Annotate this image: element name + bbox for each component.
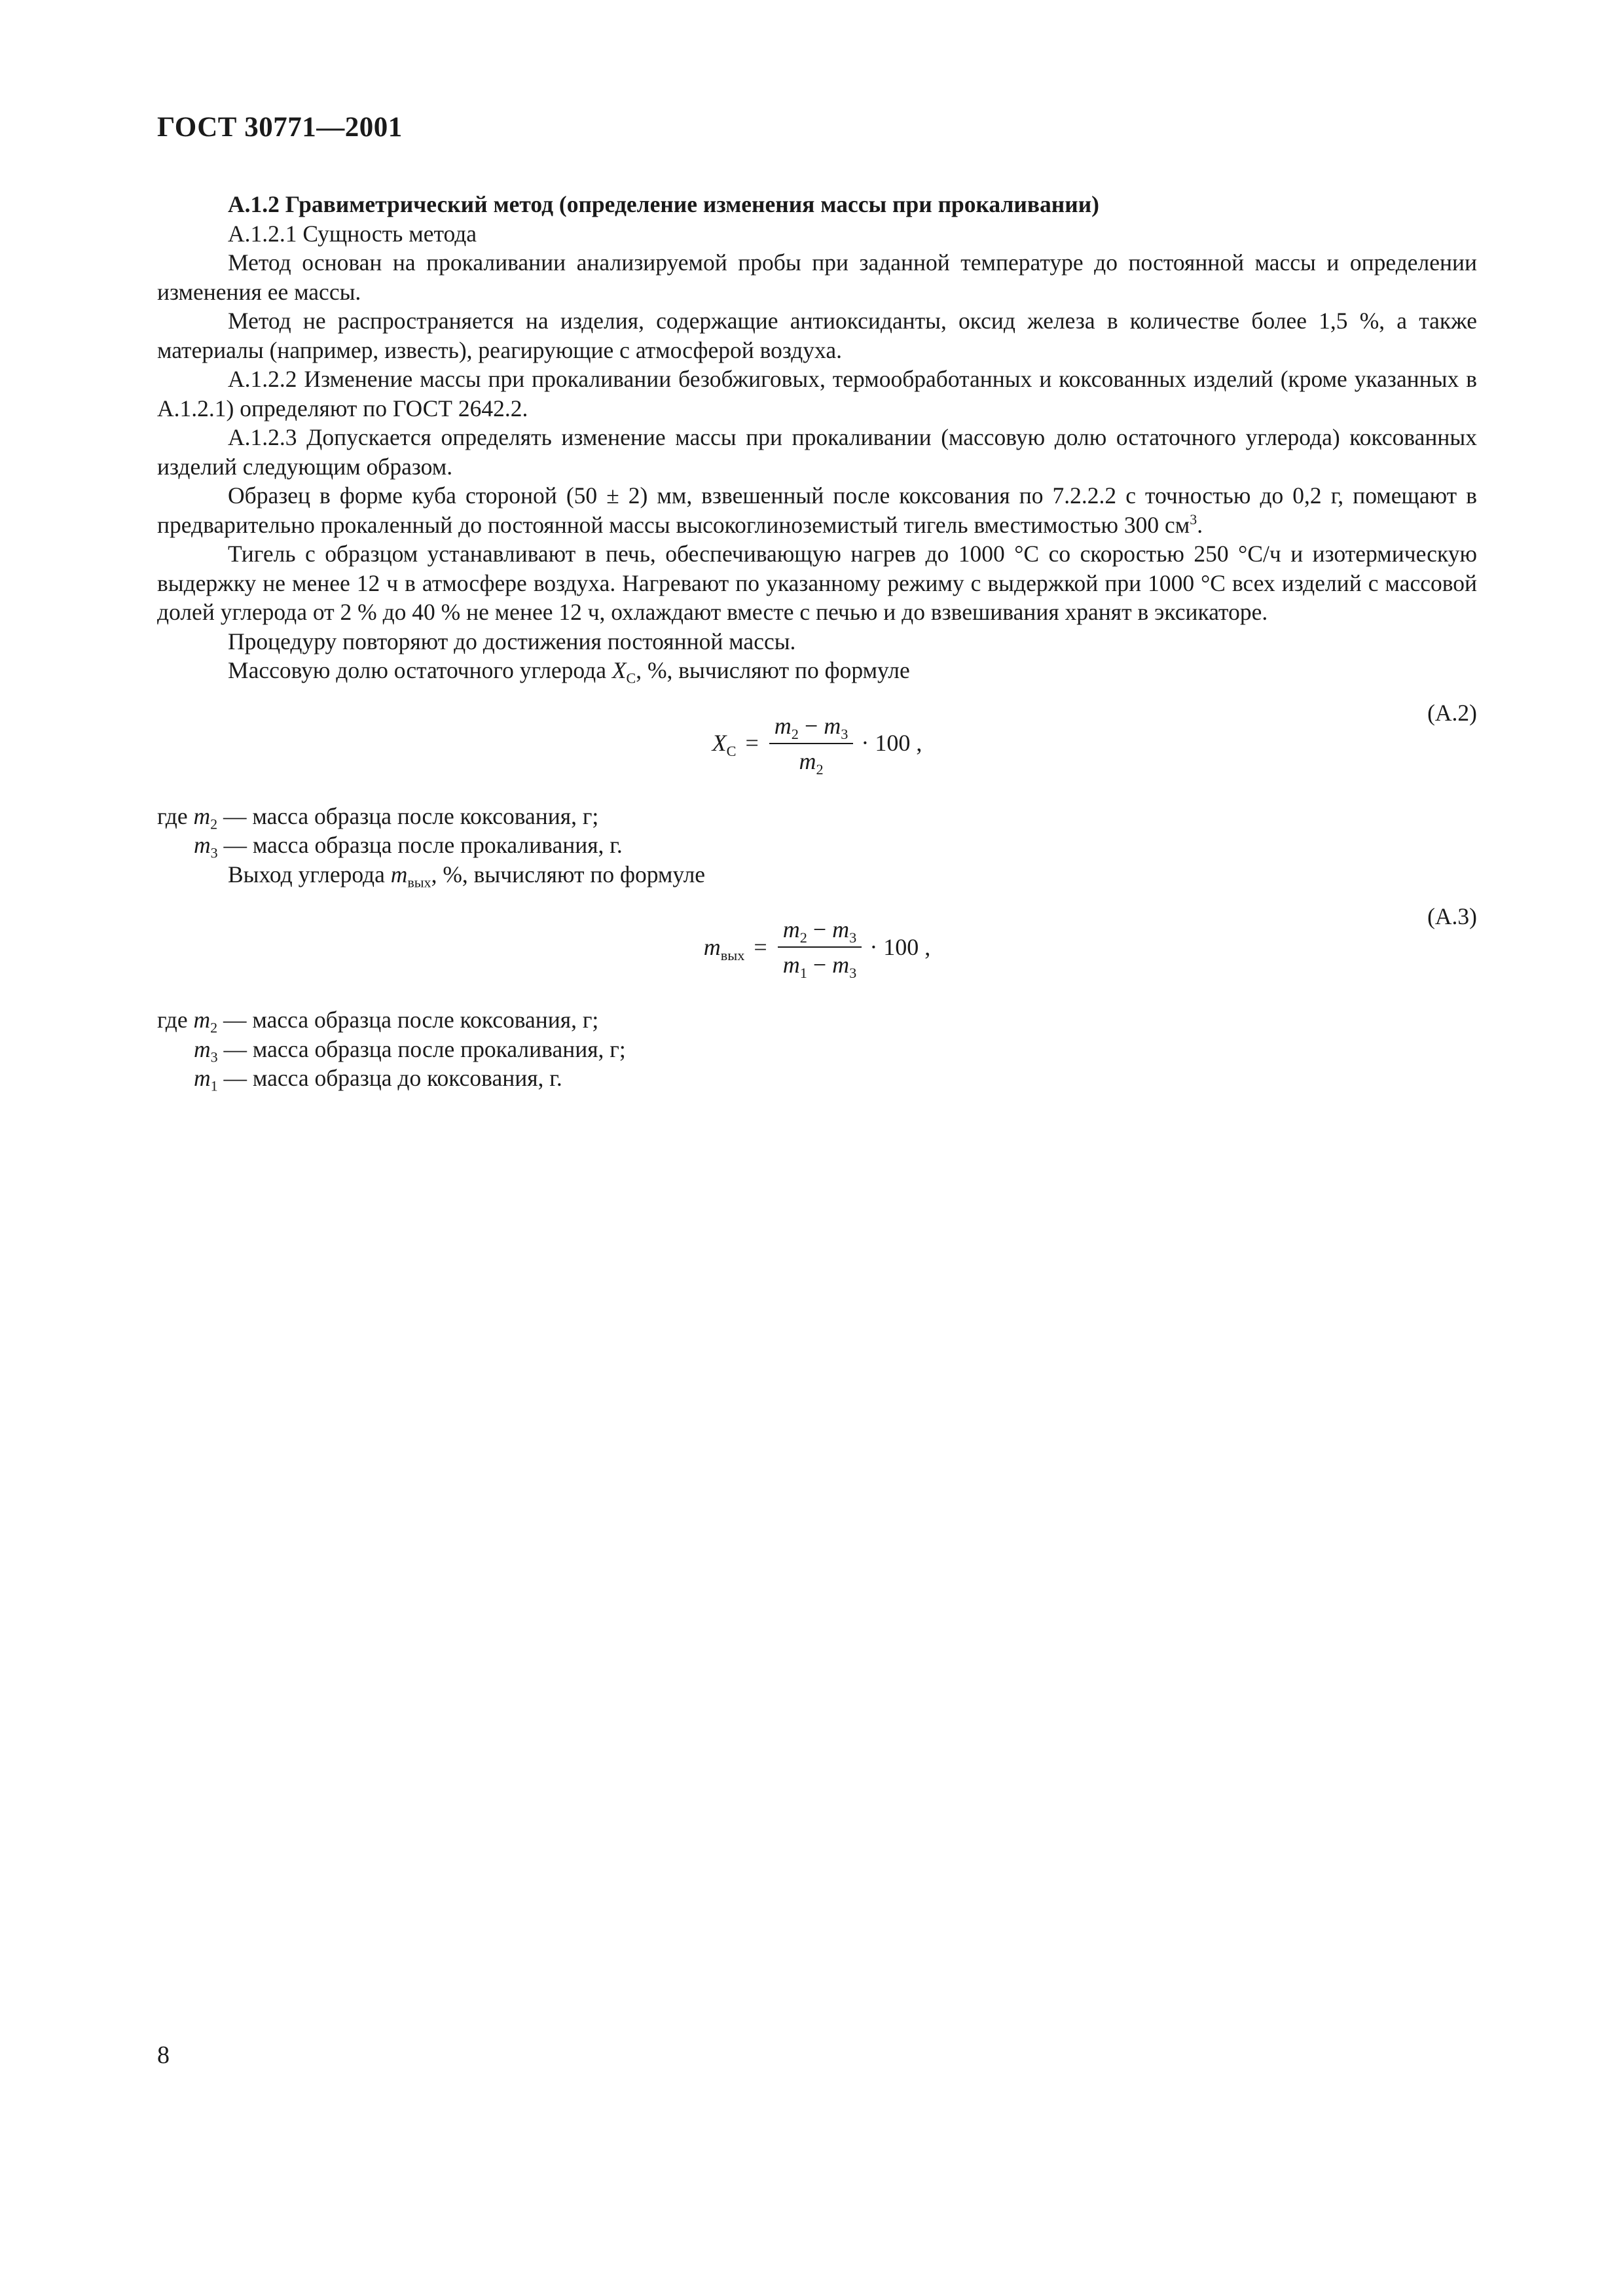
fraction: [769, 711, 854, 776]
equals-sign: =: [754, 933, 767, 960]
math-subscript: 1: [210, 1077, 218, 1094]
math-variable: m: [194, 1065, 211, 1091]
paragraph: [157, 481, 1477, 539]
math-variable: X: [611, 657, 627, 683]
math-variable: m: [799, 747, 816, 774]
paragraph: А.1.2.3 Допускается определять изменение массы при прокаливании (массовую долю остаточного углерода) коксованных изделий следующим образом.: [157, 424, 1477, 480]
where-line: [157, 1035, 1477, 1064]
document-header: ГОСТ 30771—2001: [157, 112, 403, 143]
where-text: — масса образца после коксования, г;: [217, 1007, 599, 1033]
math-variable: m: [193, 802, 211, 829]
paragraph: А.1.2.2 Изменение массы при прокаливании безобжиговых, термообработанных и коксованных изделий (кроме указанных в А.1.2.1) определяют по ГОСТ 2642.2.: [157, 366, 1477, 422]
where-text: — масса образца до коксования, г.: [217, 1065, 562, 1091]
section-heading: А.1.2 Гравиметрический метод (определение изменения массы при прокаливании): [228, 191, 1099, 217]
math-subscript: вых: [720, 946, 745, 963]
formula-lhs: [712, 728, 737, 758]
equation-number: (А.3): [1427, 903, 1477, 929]
where-line: [157, 802, 1477, 831]
math-subscript: 1: [799, 964, 807, 981]
paragraph: Тигель с образцом устанавливают в печь, обеспечивающую нагрев до 1000 °С со скоростью 250 °С/ч и изотермическую выдержку не менее 12 ч в атмосфере воздуха. Нагревают по указанному режиму с выдержкой при 1000 °С всех изделий с массовой долей углерода от 2 % до 40 % не менее 12 ч, охлаждают вместе с печью и до взвешивания хранят в эксикаторе.: [157, 541, 1477, 625]
paragraph-text: , %, вычисляют по формуле: [636, 657, 910, 683]
where-prefix: где: [157, 1007, 194, 1033]
math-variable: m: [782, 916, 800, 942]
formula-expression: [712, 711, 922, 776]
math-subscript: 3: [849, 929, 857, 946]
where-text: — масса образца после прокаливания, г.: [217, 832, 623, 858]
paragraph: [157, 860, 1477, 889]
where-text: — масса образца после прокаливания, г;: [217, 1035, 626, 1062]
math-variable: m: [703, 933, 721, 960]
equation-number: (А.2): [1427, 699, 1477, 726]
paragraph: Метод не распространяется на изделия, содержащие антиоксиданты, оксид железа в количестве более 1,5 %, а также материалы (например, известь), реагирующие с атмосферой воздуха.: [157, 308, 1477, 363]
math-subscript: 2: [210, 816, 218, 833]
math-subscript: 3: [210, 844, 218, 861]
math-variable: X: [712, 730, 727, 757]
paragraph: [157, 656, 1477, 685]
paragraph: Процедуру повторяют до достижения постоянной массы.: [228, 628, 796, 655]
math-variable: m: [782, 952, 800, 978]
math-subscript: С: [726, 743, 737, 760]
math-variable: m: [824, 712, 841, 739]
math-subscript: 3: [210, 1049, 218, 1066]
page-number: 8: [157, 2041, 170, 2069]
paragraph-text: Образец в форме куба стороной (50 ± 2) мм, взвешенный после коксования по 7.2.2.2 с точностью до 0,2 г, помещают в предварительно прокаленный до постоянной массы высокоглиноземистый тигель вместимостью 300 см: [157, 482, 1477, 538]
formula-expression: [704, 915, 931, 979]
math-variable: m: [194, 1035, 211, 1062]
math-variable: m: [774, 712, 792, 739]
math-variable: m: [390, 861, 408, 888]
paragraph-text: Выход углерода: [228, 861, 391, 888]
where-line: [157, 1005, 1477, 1035]
math-subscript: 2: [210, 1019, 218, 1036]
math-subscript: С: [626, 670, 636, 687]
math-operator: −: [807, 952, 833, 978]
superscript: 3: [1190, 511, 1197, 528]
math-subscript: 3: [849, 964, 857, 981]
paragraph-text: Массовую долю остаточного углерода: [228, 657, 612, 683]
math-variable: m: [194, 832, 211, 858]
fraction-numerator: [769, 711, 854, 743]
math-subscript: 2: [799, 929, 807, 946]
math-variable: m: [832, 952, 850, 978]
where-prefix: где: [157, 802, 194, 829]
math-subscript: 2: [791, 725, 799, 742]
math-subscript: вых: [407, 874, 431, 891]
paragraph: А.1.2.1 Сущность метода: [228, 220, 477, 247]
paragraph: Метод основан на прокаливании анализируемой пробы при заданной температуре до постоянной массы и определении изменения ее массы.: [157, 249, 1477, 305]
paragraph-text: .: [1197, 511, 1203, 538]
where-line: [157, 1064, 1477, 1093]
formula-multiplier: · 100 ,: [861, 730, 922, 757]
document-page: [157, 0, 1477, 2296]
math-variable: m: [832, 916, 850, 942]
math-variable: m: [193, 1007, 211, 1033]
formula-multiplier: · 100 ,: [869, 933, 931, 960]
formula-lhs: [704, 933, 745, 962]
formula-a2: [157, 685, 1477, 802]
where-line: [157, 831, 1477, 860]
fraction-denominator: [778, 948, 862, 979]
where-text: — масса образца после коксования, г;: [217, 802, 599, 829]
document-body: [157, 190, 1477, 1093]
math-operator: −: [798, 712, 824, 739]
math-subscript: 3: [841, 725, 848, 742]
fraction-denominator: [794, 744, 829, 776]
paragraph-text: , %, вычисляют по формуле: [431, 861, 706, 888]
formula-a3: [157, 889, 1477, 1005]
fraction-numerator: [778, 915, 862, 946]
math-subscript: 2: [816, 761, 824, 778]
fraction: [778, 915, 862, 979]
math-operator: −: [807, 916, 833, 942]
equals-sign: =: [745, 730, 759, 757]
